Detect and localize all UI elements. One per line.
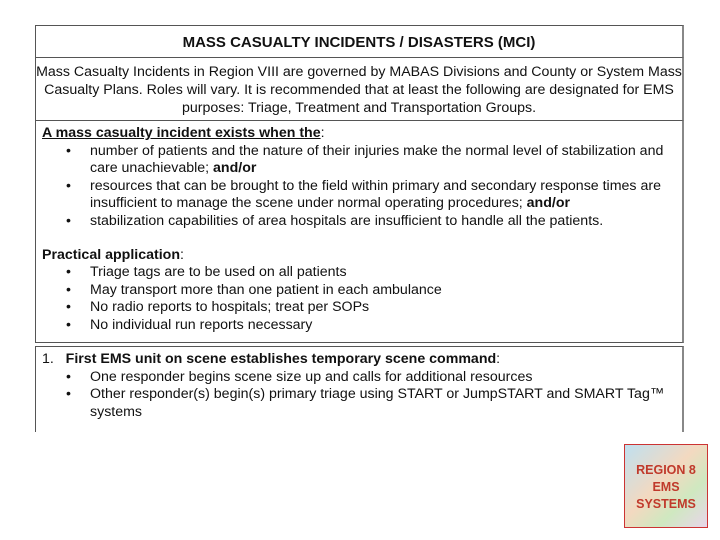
definition-heading: A mass casualty incident exists when the: bbox=[42, 125, 325, 141]
logo-text: REGION 8 bbox=[636, 463, 696, 477]
definition-section bbox=[35, 120, 684, 343]
list-item: • No individual run reports necessary bbox=[90, 317, 676, 335]
list-item: • One responder begins scene size up and calls for additional resources bbox=[90, 369, 676, 387]
list-item: • resources that can be brought to the field within primary and secondary response times are insufficient to manage the scene under normal operating procedures; and/or bbox=[90, 178, 676, 213]
intro-paragraph: Mass Casualty Incidents in Region VIII are governed by MABAS Divisions and County or System Mass Casualty Plans. Roles will vary. It is recommended that at least the following are designated for EMS purposes: Triage, Treatment and Transportation Groups. bbox=[35, 57, 684, 121]
list-item: • Triage tags are to be used on all patients bbox=[90, 264, 676, 282]
list-item: • number of patients and the nature of their injuries make the normal level of stabilization and care unachievable; and/or bbox=[90, 143, 676, 178]
logo-text: SYSTEMS bbox=[636, 497, 696, 511]
step-section bbox=[35, 346, 684, 432]
list-item: • Other responder(s) begin(s) primary triage using START or JumpSTART and SMART Tag™ systems bbox=[90, 386, 676, 421]
region-8-ems-logo bbox=[624, 444, 708, 528]
step-heading: 1. First EMS unit on scene establishes temporary scene command: bbox=[42, 351, 501, 367]
page-title: MASS CASUALTY INCIDENTS / DISASTERS (MCI) bbox=[35, 25, 684, 58]
list-item: • May transport more than one patient in each ambulance bbox=[90, 282, 676, 300]
list-item: • No radio reports to hospitals; treat per SOPs bbox=[90, 299, 676, 317]
practical-heading: Practical application: bbox=[42, 246, 184, 263]
logo-text: EMS bbox=[652, 480, 680, 494]
list-item: • stabilization capabilities of area hospitals are insufficient to handle all the patients. bbox=[90, 213, 676, 231]
